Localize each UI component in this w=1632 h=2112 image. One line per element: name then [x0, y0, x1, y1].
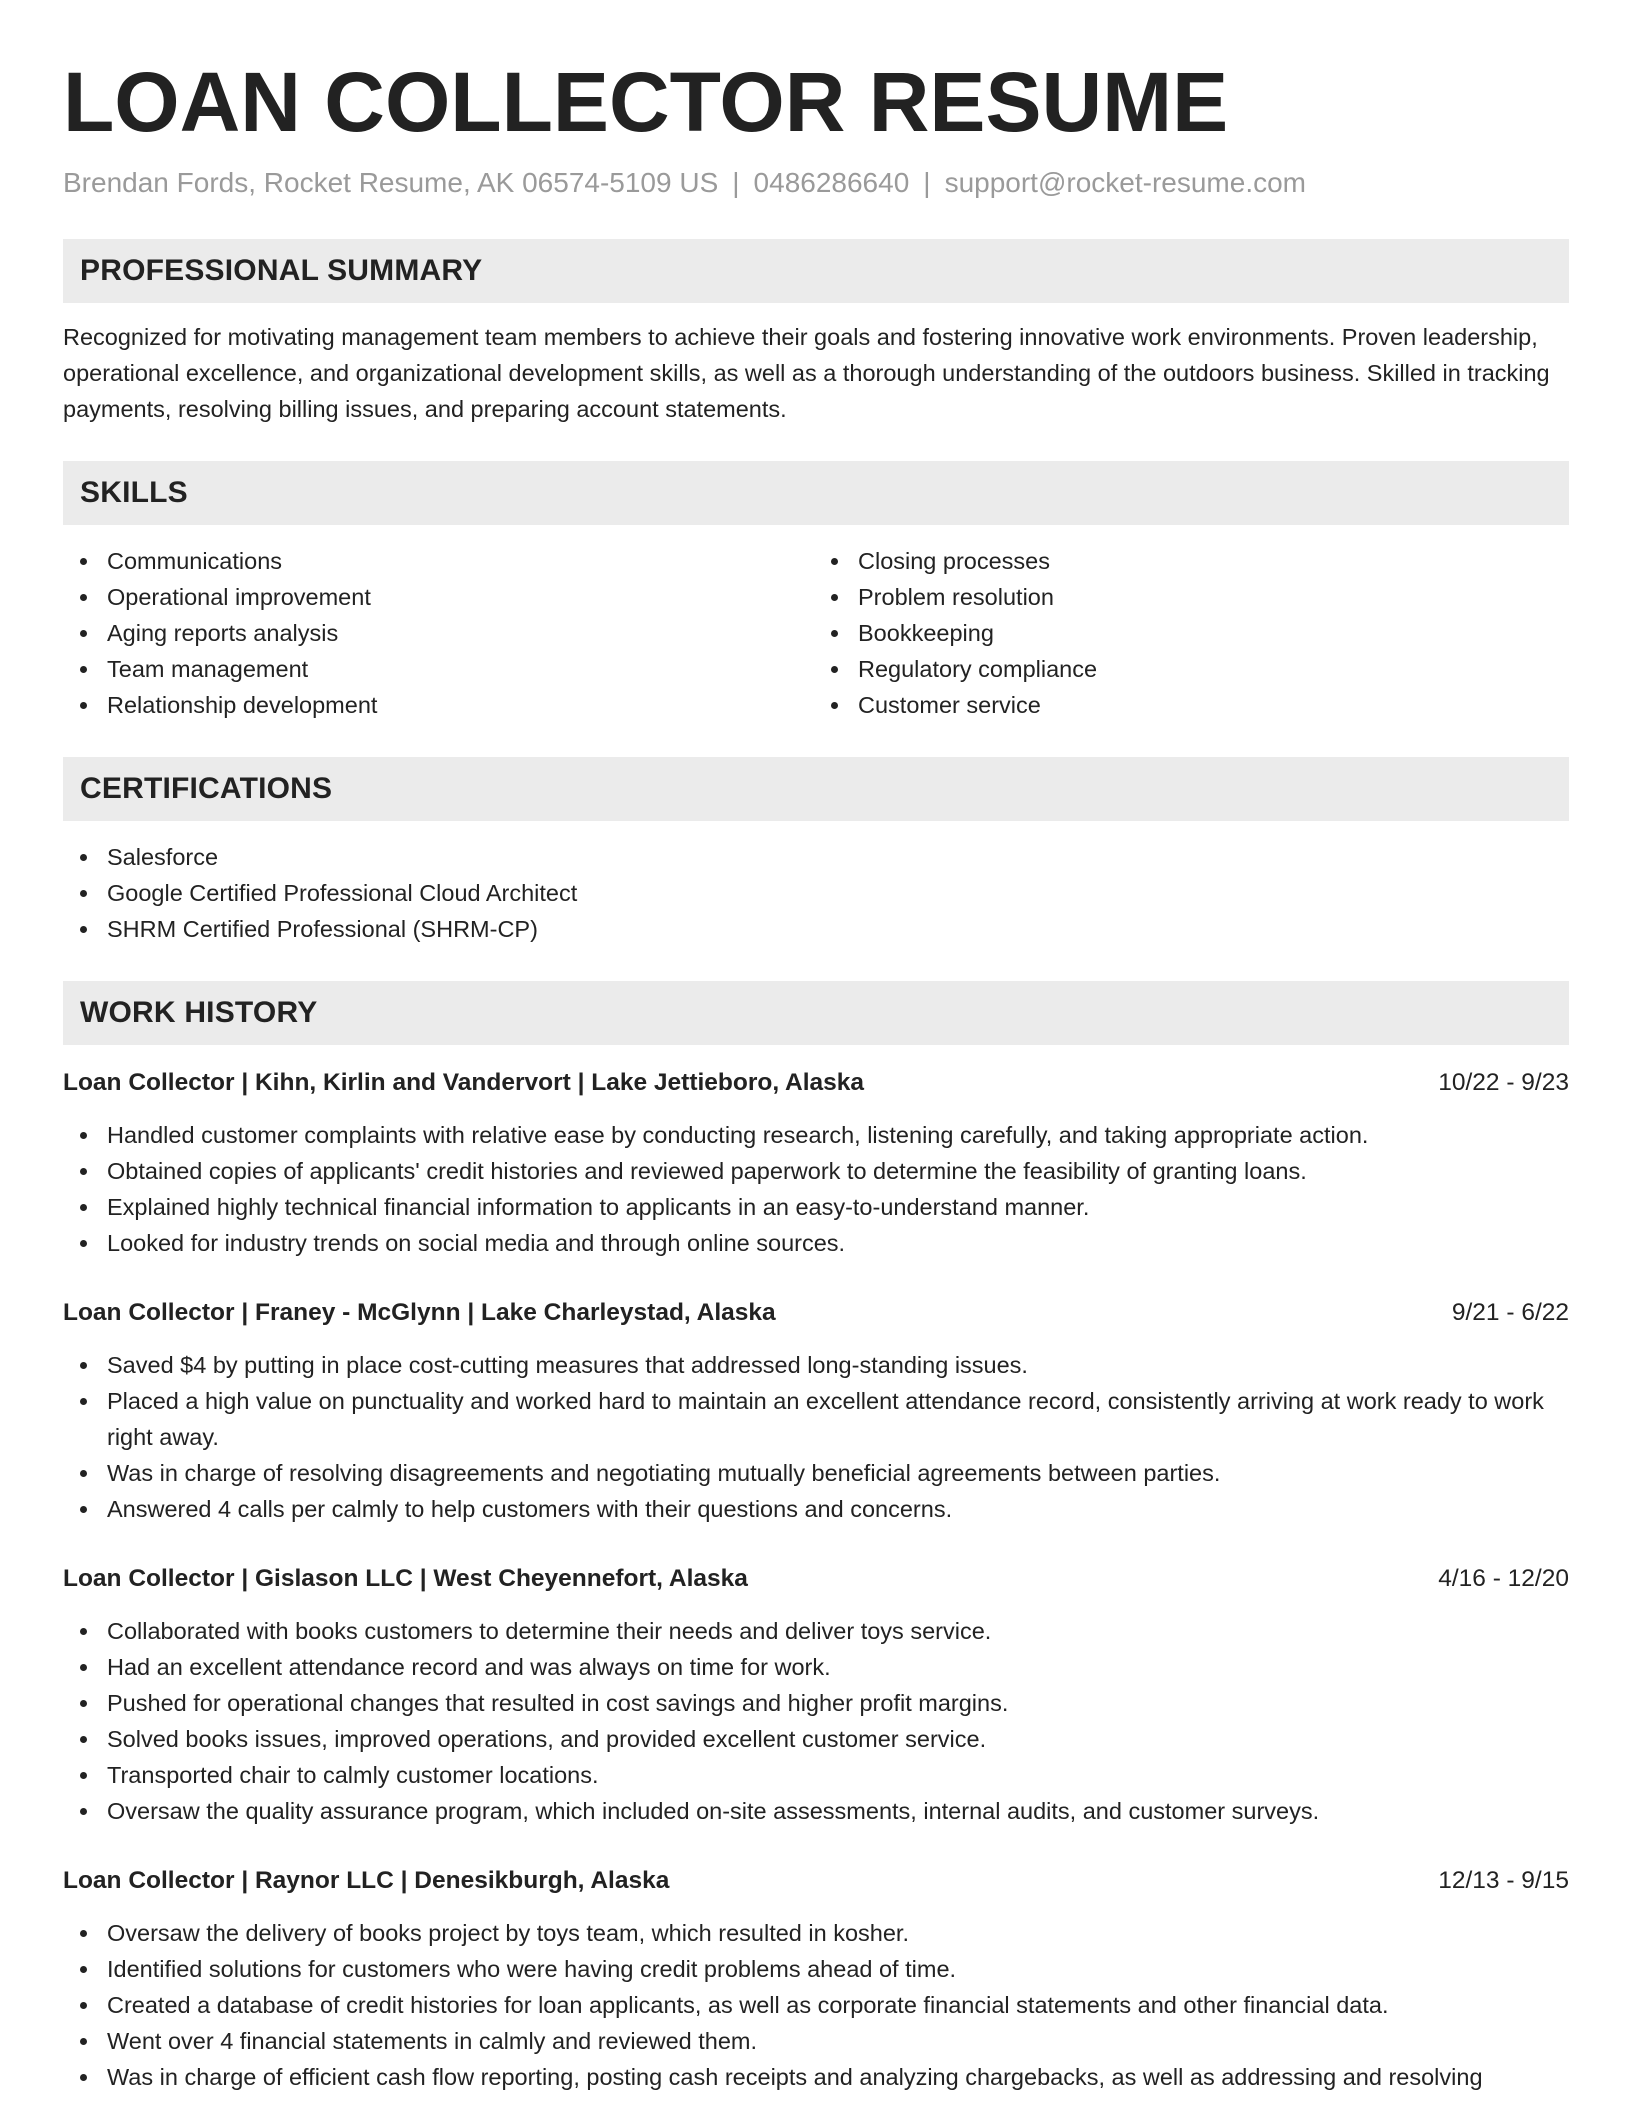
contact-separator: | [923, 166, 931, 198]
job-dates: 4/16 - 12/20 [1438, 1564, 1569, 1592]
job-bullet: Identified solutions for customers who were having credit problems ahead of time. [63, 1951, 1569, 1987]
job-bullets [63, 1117, 1569, 1261]
contact-line [63, 165, 1569, 201]
resume-title: LOAN COLLECTOR RESUME [63, 55, 1229, 149]
work-history-section [63, 981, 1569, 2095]
job-entry [63, 1065, 1569, 1261]
job-bullet: Oversaw the delivery of books project by toys team, which resulted in kosher. [63, 1915, 1569, 1951]
summary-heading-bar [63, 239, 1569, 303]
summary-section [63, 239, 1569, 427]
job-bullet: Handled customer complaints with relative ease by conducting research, listening carefully, and taking appropriate action. [63, 1117, 1569, 1153]
job-title: Loan Collector | Gislason LLC | West Cheyennefort, Alaska [63, 1564, 748, 1592]
skill-item: Team management [63, 651, 816, 687]
job-bullets [63, 1915, 1569, 2095]
job-bullet: Answered 4 calls per calmly to help customers with their questions and concerns. [63, 1491, 1569, 1527]
job-bullet: Saved $4 by putting in place cost-cutting measures that addressed long-standing issues. [63, 1347, 1569, 1383]
certification-item: SHRM Certified Professional (SHRM-CP) [63, 911, 1569, 947]
job-bullets [63, 1613, 1569, 1829]
certification-item: Google Certified Professional Cloud Architect [63, 875, 1569, 911]
job-header [63, 1065, 1569, 1101]
job-bullet: Placed a high value on punctuality and worked hard to maintain an excellent attendance record, consistently arriving at work ready to work right away. [63, 1383, 1569, 1455]
skills-list-right [814, 543, 1567, 723]
job-bullet: Collaborated with books customers to determine their needs and deliver toys service. [63, 1613, 1569, 1649]
skills-heading-bar [63, 461, 1569, 525]
skills-section [63, 461, 1569, 723]
job-bullets [63, 1347, 1569, 1527]
job-title: Loan Collector | Raynor LLC | Denesikburgh, Alaska [63, 1866, 670, 1894]
work-history-heading: WORK HISTORY [80, 995, 318, 1029]
skill-item: Customer service [814, 687, 1567, 723]
job-bullet: Obtained copies of applicants' credit histories and reviewed paperwork to determine the feasibility of granting loans. [63, 1153, 1569, 1189]
job-bullet: Transported chair to calmly customer locations. [63, 1757, 1569, 1793]
job-header [63, 1863, 1569, 1899]
job-bullet: Looked for industry trends on social media and through online sources. [63, 1225, 1569, 1261]
job-title: Loan Collector | Franey - McGlynn | Lake Charleystad, Alaska [63, 1298, 776, 1326]
job-dates: 12/13 - 9/15 [1438, 1866, 1569, 1894]
contact-address: Brendan Fords, Rocket Resume, AK 06574-5109 US [63, 166, 719, 198]
certifications-heading: CERTIFICATIONS [80, 771, 333, 805]
job-bullet: Had an excellent attendance record and was always on time for work. [63, 1649, 1569, 1685]
summary-text: Recognized for motivating management team members to achieve their goals and fostering innovative work environments. Proven leadership, operational excellence, and organizational development skills, as well as a thorough understanding of the outdoors business. Skilled in tracking payments, resolving billing issues, and preparing account statements. [63, 323, 1550, 422]
job-header [63, 1561, 1569, 1597]
certifications-list [63, 839, 1569, 947]
job-bullet: Went over 4 financial statements in calmly and reviewed them. [63, 2023, 1569, 2059]
job-dates: 9/21 - 6/22 [1451, 1298, 1569, 1326]
job-entry [63, 1863, 1569, 2095]
skills-list-left [63, 543, 816, 723]
skill-item: Operational improvement [63, 579, 816, 615]
summary-heading: PROFESSIONAL SUMMARY [80, 253, 483, 287]
skill-item: Problem resolution [814, 579, 1567, 615]
job-bullet: Was in charge of efficient cash flow reporting, posting cash receipts and analyzing chargebacks, as well as addressing and resolving [63, 2059, 1569, 2095]
job-entry [63, 1295, 1569, 1527]
job-header [63, 1295, 1569, 1331]
certification-item: Salesforce [63, 839, 1569, 875]
certifications-section [63, 757, 1569, 947]
contact-phone: 0486286640 [753, 166, 910, 198]
contact-email: support@rocket-resume.com [944, 166, 1306, 198]
contact-separator: | [732, 166, 740, 198]
job-bullet: Solved books issues, improved operations, and provided excellent customer service. [63, 1721, 1569, 1757]
skill-item: Aging reports analysis [63, 615, 816, 651]
job-title: Loan Collector | Kihn, Kirlin and Vandervort | Lake Jettieboro, Alaska [63, 1068, 865, 1096]
skill-item: Relationship development [63, 687, 816, 723]
job-bullet: Was in charge of resolving disagreements and negotiating mutually beneficial agreements between parties. [63, 1455, 1569, 1491]
job-entry [63, 1561, 1569, 1829]
certifications-heading-bar [63, 757, 1569, 821]
job-bullet: Explained highly technical financial information to applicants in an easy-to-understand manner. [63, 1189, 1569, 1225]
skill-item: Closing processes [814, 543, 1567, 579]
skill-item: Bookkeeping [814, 615, 1567, 651]
job-bullet: Pushed for operational changes that resulted in cost savings and higher profit margins. [63, 1685, 1569, 1721]
skills-grid [63, 525, 1569, 723]
skill-item: Communications [63, 543, 816, 579]
job-dates: 10/22 - 9/23 [1438, 1068, 1569, 1096]
skill-item: Regulatory compliance [814, 651, 1567, 687]
job-bullet: Oversaw the quality assurance program, which included on-site assessments, internal audits, and customer surveys. [63, 1793, 1569, 1829]
skills-heading: SKILLS [80, 475, 188, 509]
job-bullet: Created a database of credit histories for loan applicants, as well as corporate financial statements and other financial data. [63, 1987, 1569, 2023]
work-history-heading-bar [63, 981, 1569, 1045]
